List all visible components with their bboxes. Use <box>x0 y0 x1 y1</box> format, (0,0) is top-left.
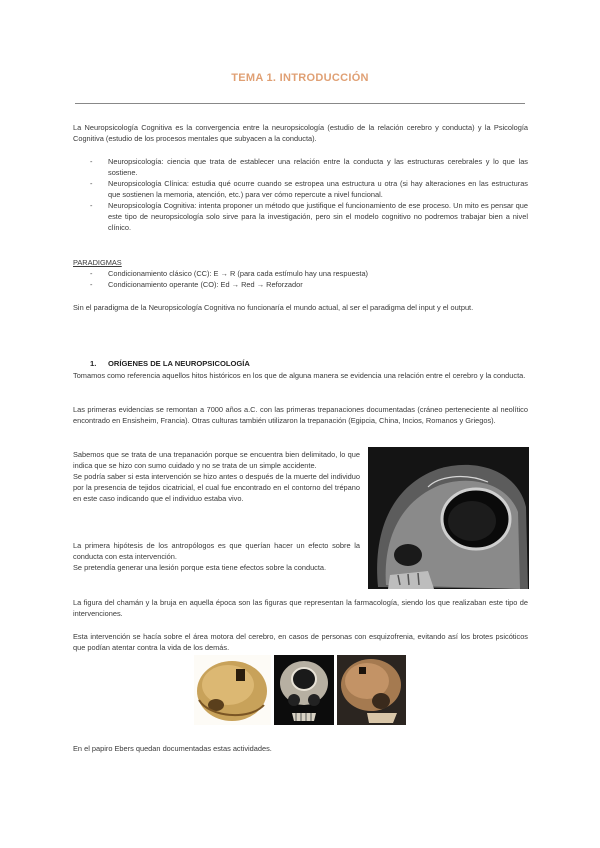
intro-paragraph: La Neuropsicología Cognitiva es la convergencia entre la neuropsicología (estudio de la relación cerebro y conducta) y la Psicología Cognitiva (estudio de los procesos mentales que subyacen a la conducta). <box>73 123 528 143</box>
paradigms-heading: PARADIGMAS <box>73 258 122 267</box>
skull-icon <box>368 447 529 589</box>
motor-area-paragraph: Esta intervención se hacía sobre el área motora del cerebro, en casos de personas con esquizofrenia, evitando así los brotes psicóticos que podían atentar contra la vida de los demás. <box>73 632 528 652</box>
origins-paragraph: Tomamos como referencia aquellos hitos históricos en los que de alguna manera se evidencia una relación entre el cerebro y la conducta. <box>73 371 526 380</box>
paradigms-list <box>90 268 528 290</box>
trepanation-text <box>73 449 360 504</box>
trepanned-skull-photo <box>368 447 529 589</box>
list-item: - Condicionamiento clásico (CC): E → R (para cada estímulo hay una respuesta) <box>90 268 528 279</box>
evidence-paragraph: Las primeras evidencias se remontan a 7000 años a.C. con las primeras trepanaciones documentadas (cráneo perteneciente al neolítico encontrado en Ensisheim, Francia). Otras culturas también utilizaron la trepanación (Egipcia, China, Incios, Romanos y Griegos). <box>73 405 528 425</box>
skull-photo-3 <box>337 655 406 725</box>
list-item: - Neuropsicología: ciencia que trata de establecer una relación entre la conducta y las estructuras cerebrales y lo que las sostiene. <box>90 156 528 178</box>
definitions-list <box>90 156 528 233</box>
skull-icon <box>274 655 334 725</box>
paradigm-note: Sin el paradigma de la Neuropsicología Cognitiva no funcionaría el mundo actual, al ser el paradigma del input y el output. <box>73 303 474 312</box>
page-title: TEMA 1. INTRODUCCIÓN <box>231 72 369 84</box>
list-item: - Condicionamiento operante (CO): Ed → Red → Reforzador <box>90 279 528 290</box>
skull-icon <box>194 655 271 725</box>
section-heading <box>90 359 250 368</box>
section-title: ORÍGENES DE LA NEUROPSICOLOGÍA <box>108 359 250 368</box>
list-item: - Neuropsicología Cognitiva: intenta proponer un método que justifique el funcionamiento de ese proceso. Un mito es pensar que este tipo de neuropsicología solo sirve para la investigación, pero sin el modelo cognitivo no podremos trabajar bien a nivel clínico. <box>90 200 528 233</box>
skull-icon <box>337 655 406 725</box>
section-number: 1. <box>90 359 97 368</box>
skull-photo-2 <box>274 655 334 725</box>
skull-photo-1 <box>194 655 271 725</box>
hypothesis-text <box>73 540 360 573</box>
lesion-paragraph: Se pretendía generar una lesión porque esta tiene efectos sobre la conducta. <box>73 563 327 572</box>
title-divider <box>75 103 525 104</box>
hypothesis-paragraph: La primera hipótesis de los antropólogos es que querían hacer un efecto sobre la conducta con esta intervención. <box>73 541 360 561</box>
shaman-paragraph: La figura del chamán y la bruja en aquella época son las figuras que representan la farmacología, siendo los que realizaban este tipo de intervenciones. <box>73 598 528 618</box>
ebers-paragraph: En el papiro Ebers quedan documentadas estas actividades. <box>73 744 272 753</box>
delimited-paragraph: Sabemos que se trata de una trepanación porque se encuentra bien delimitado, lo que indica que se hizo con sumo cuidado y no se trata de un simple accidente. <box>73 450 360 470</box>
list-item: - Neuropsicología Clínica: estudia qué ocurre cuando se estropea una estructura u otra (si hay alteraciones en las estructuras que sostienen la memoria, atención, etc.) para ver cómo repercute a nivel funcional. <box>90 178 528 200</box>
alive-paragraph: Se podría saber si esta intervención se hizo antes o después de la muerte del individuo por la presencia de tejidos cicatricial, el cual fue encontrado en el contorno del trépano en este caso indicando que el individuo estaba vivo. <box>73 472 360 503</box>
